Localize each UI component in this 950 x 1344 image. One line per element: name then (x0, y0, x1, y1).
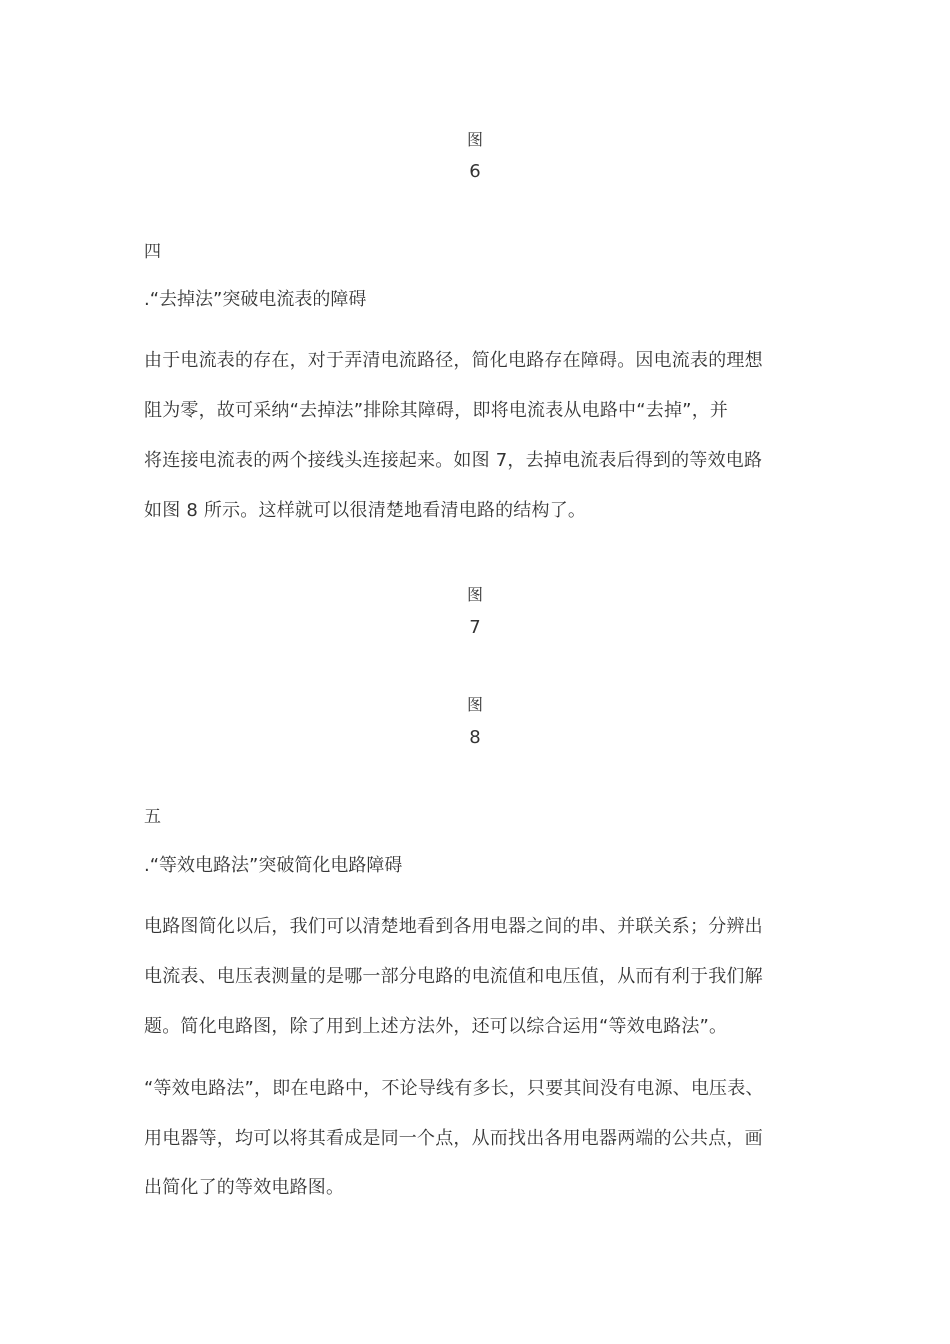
section-5-para1-line: 电流表、电压表测量的是哪一部分电路的电流值和电压值，从而有利于我们解 (144, 966, 763, 987)
figure-6-caption-number: 6 (469, 161, 481, 182)
section-4-title: .“去掉法”突破电流表的障碍 (144, 289, 367, 310)
section-4-line: 将连接电流表的两个接线头连接起来。如图 7，去掉电流表后得到的等效电路 (144, 450, 763, 471)
section-5-number: 五 (144, 807, 161, 827)
section-4-number: 四 (144, 242, 161, 262)
figure-8-caption-label: 图 (466, 695, 483, 714)
section-5-title: .“等效电路法”突破简化电路障碍 (144, 855, 403, 876)
figure-8-caption-number: 8 (469, 727, 481, 748)
section-5-para1-line: 题。简化电路图，除了用到上述方法外，还可以综合运用“等效电路法”。 (144, 1016, 728, 1037)
section-5-para2-line: 用电器等，均可以将其看成是同一个点，从而找出各用电器两端的公共点，画 (144, 1128, 763, 1149)
section-5-para2-line: “等效电路法”，即在电路中，不论导线有多长，只要其间没有电源、电压表、 (144, 1078, 764, 1099)
figure-7-caption-number: 7 (469, 617, 481, 638)
figure-6-caption-label: 图 (466, 130, 483, 149)
section-5-para2-line: 出简化了的等效电路图。 (144, 1177, 345, 1198)
section-4-line: 如图 8 所示。这样就可以很清楚地看清电路的结构了。 (144, 500, 587, 521)
section-5-para1-line: 电路图简化以后，我们可以清楚地看到各用电器之间的串、并联关系；分辨出 (144, 916, 763, 937)
section-4-line: 阻为零，故可采纳“去掉法”排除其障碍，即将电流表从电路中“去掉”，并 (144, 400, 729, 421)
section-4-line: 由于电流表的存在，对于弄清电流路径，简化电路存在障碍。因电流表的理想 (144, 350, 763, 371)
figure-7-caption-label: 图 (466, 585, 483, 604)
